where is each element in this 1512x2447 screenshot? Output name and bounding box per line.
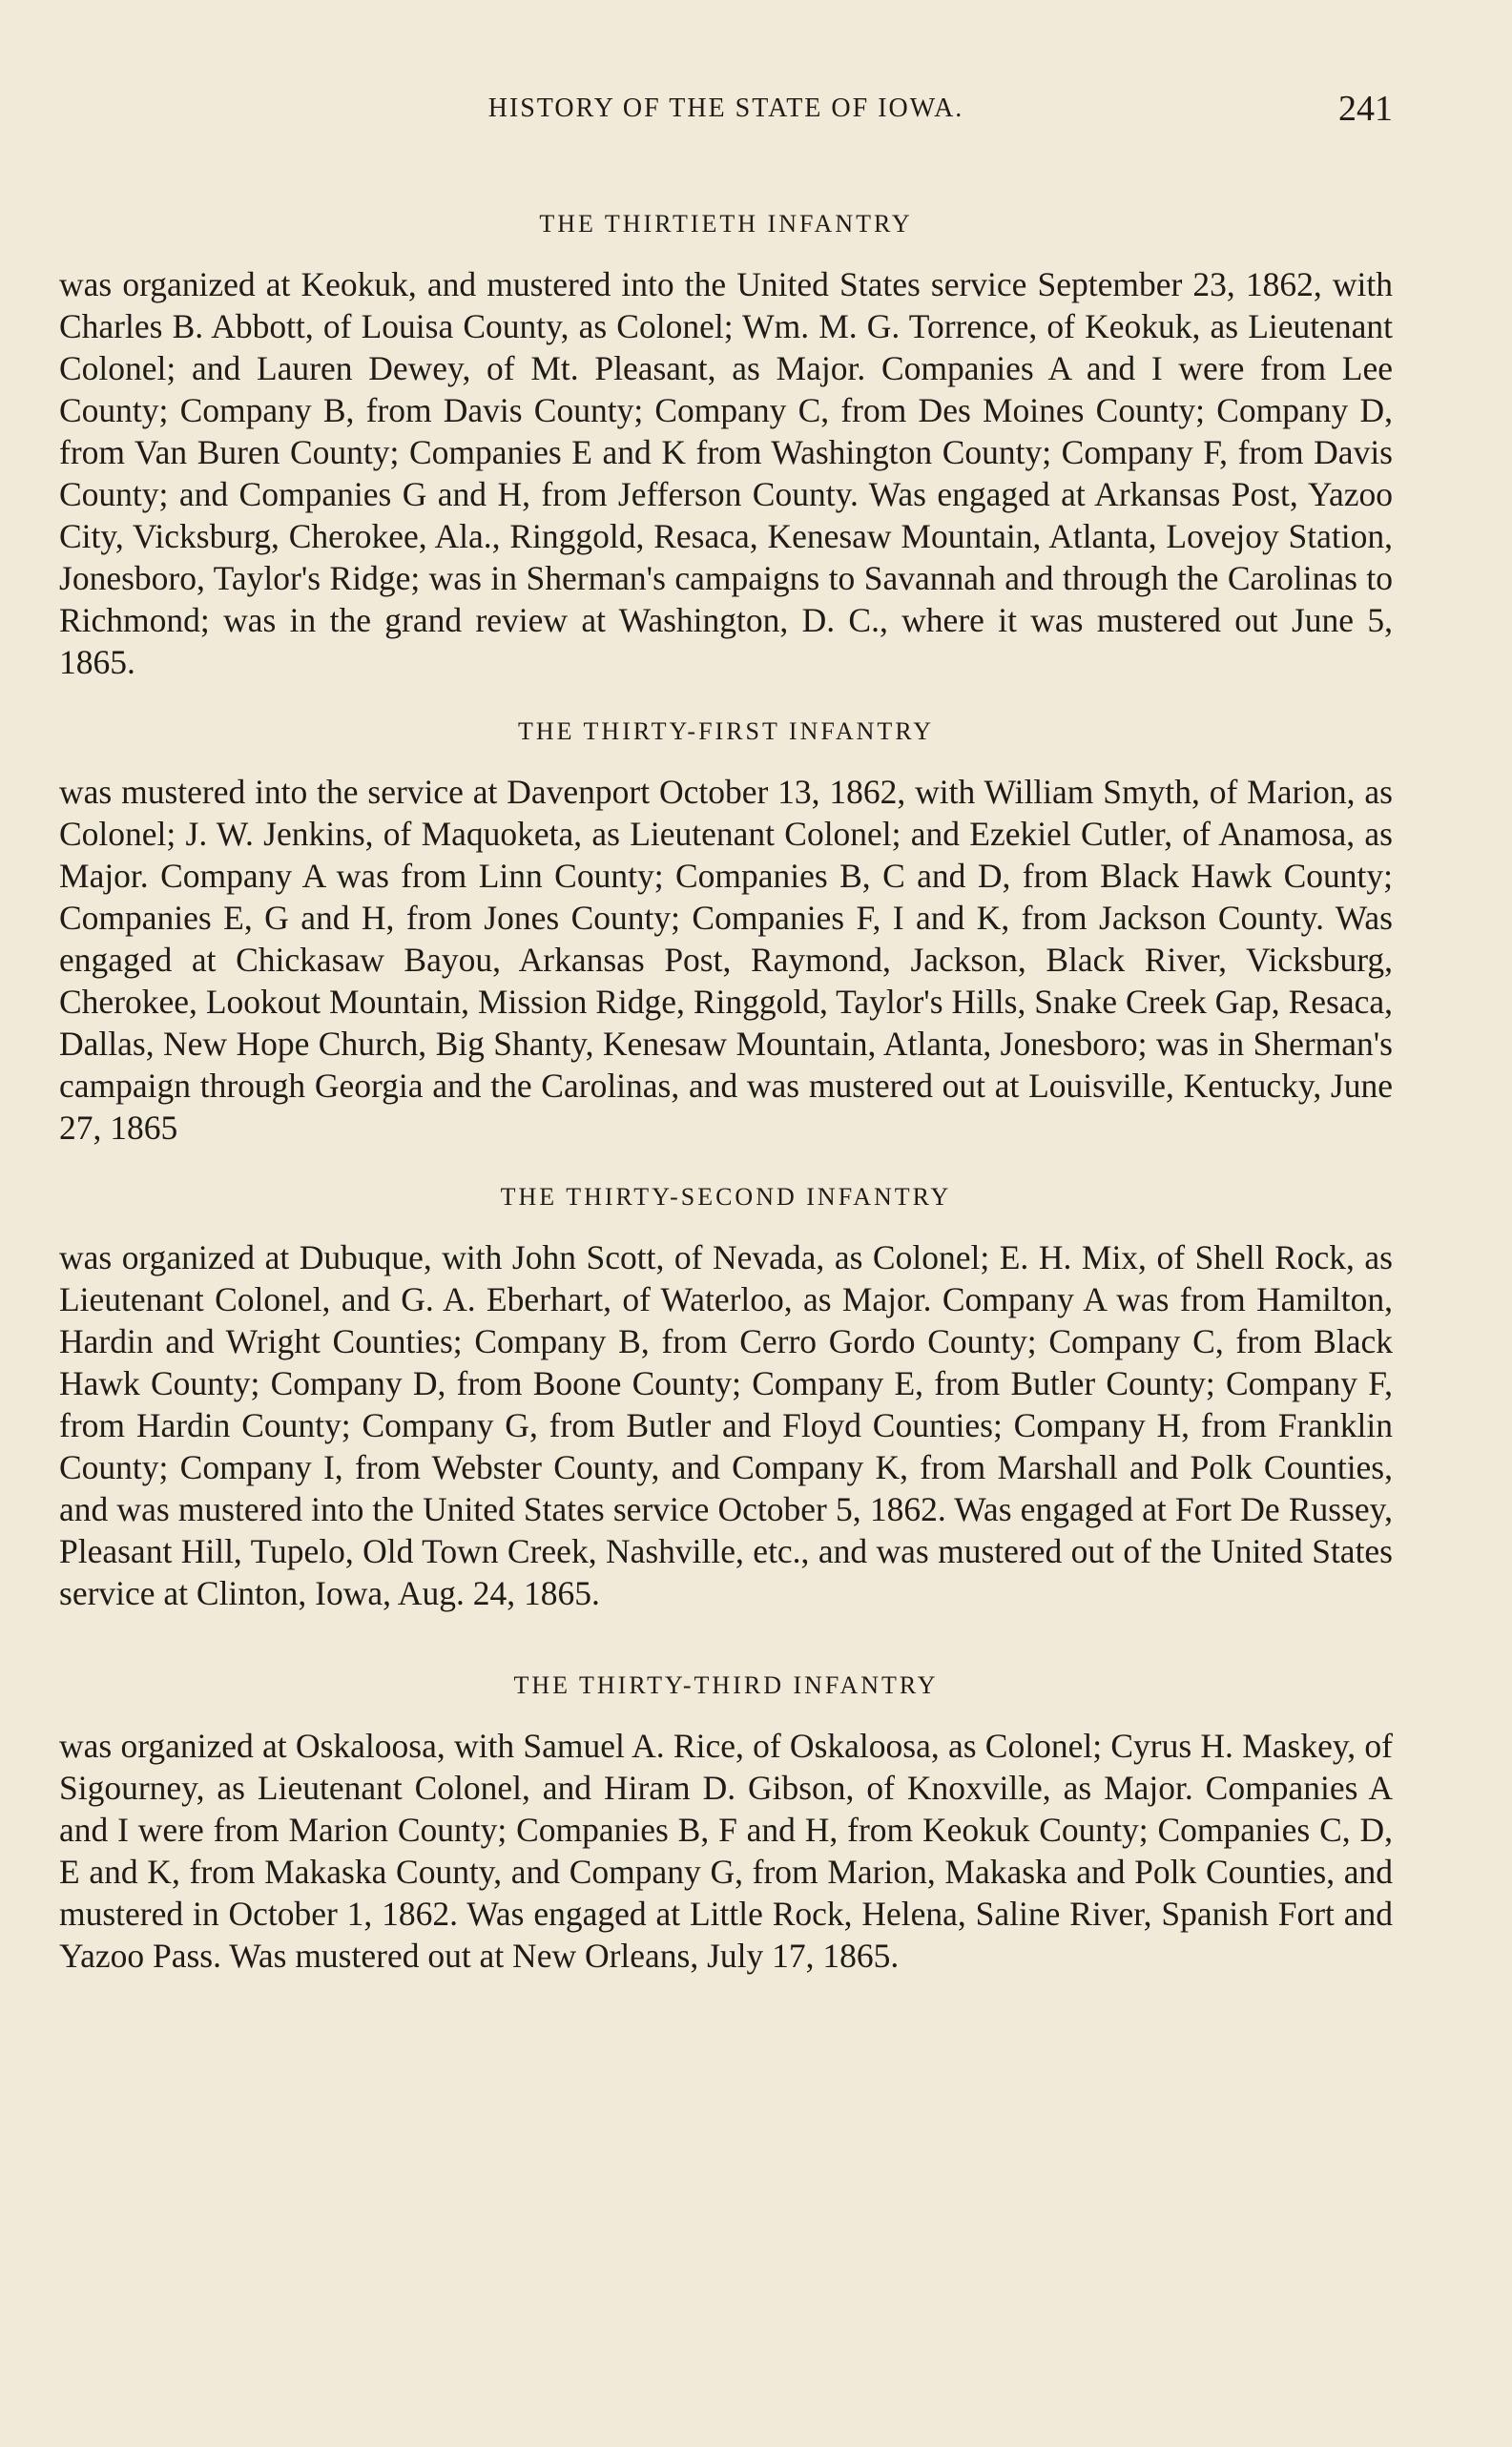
section-title: THE THIRTY-THIRD INFANTRY [513,1671,939,1699]
section-body: was organized at Keokuk, and mustered into the United States service September 23, 1862, with Charles B. Abbott, of Louisa County, as Colonel; Wm. M. G. Torrence, of Keokuk, as Lieutenant Colonel; and Lauren Dewey, of Mt. Pleasant, as Major. Companies A and I were from Lee County; Company B, from Davis County; Company C, from Des Moines County; Company D, from Van Buren County; Companies E and K from Washington County; Company F, from Davis County; and Companies G and H, from Jefferson County. Was engaged at Arkansas Post, Yazoo City, Vicksburg, Cherokee, Ala., Ringgold, Resaca, Kenesaw Mountain, Atlanta, Lovejoy Station, Jonesboro, Taylor's Ridge; was in Sherman's campaigns to Savannah and through the Carolinas to Richmond; was in the grand review at Washington, D. C., where it was mustered out June 5, 1865. [59,265,1393,681]
section-body: was organized at Dubuque, with John Scott, of Nevada, as Colonel; E. H. Mix, of Shell Rock, as Lieutenant Colonel, and G. A. Eberhart, of Waterloo, as Major. Company A was from Hamilton, Hardin and Wright Counties; Company B, from Cerro Gordo County; Company C, from Black Hawk County; Company D, from Boone County; Company E, from Butler County; Company F, from Hardin County; Company G, from Butler and Floyd Counties; Company H, from Franklin County; Company I, from Webster County, and Company K, from Marshall and Polk Counties, and was mustered into the United States service October 5, 1862. Was engaged at Fort De Russey, Pleasant Hill, Tupelo, Old Town Creek, Nashville, etc., and was mustered out of the United States service at Clinton, Iowa, Aug. 24, 1865. [59,1238,1393,1612]
running-head: HISTORY OF THE STATE OF IOWA. [487,93,964,123]
page-content [59,210,1393,1977]
section-title: THE THIRTIETH INFANTRY [539,210,913,238]
section-body: was mustered into the service at Davenport October 13, 1862, with William Smyth, of Marion, as Colonel; J. W. Jenkins, of Maquoketa, as Lieutenant Colonel; and Ezekiel Cutler, of Anamosa, as Major. Company A was from Linn County; Companies B, C and D, from Black Hawk County; Companies E, G and H, from Jones County; Companies F, I and K, from Jackson County. Was engaged at Chickasaw Bayou, Arkansas Post, Raymond, Jackson, Black River, Vicksburg, Cherokee, Lookout Mountain, Mission Ridge, Ringgold, Taylor's Hills, Snake Creek Gap, Resaca, Dallas, New Hope Church, Big Shanty, Kenesaw Mountain, Atlanta, Jonesboro; was in Sherman's campaign through Georgia and the Carolinas, and was mustered out at Louisville, Kentucky, June 27, 1865 [59,773,1393,1147]
section-thirty-first-infantry [59,717,1393,1149]
section-title: THE THIRTY-FIRST INFANTRY [517,717,935,745]
section-title: THE THIRTY-SECOND INFANTRY [500,1183,952,1211]
page-header [59,89,1393,141]
section-thirty-third-infantry [59,1671,1393,1977]
page-number: 241 [1338,89,1393,129]
section-thirtieth-infantry [59,210,1393,683]
section-body: was organized at Oskaloosa, with Samuel A. Rice, of Oskaloosa, as Colonel; Cyrus H. Maskey, of Sigourney, as Lieutenant Colonel, and Hiram D. Gibson, of Knoxville, as Major. Companies A and I were from Marion County; Companies B, F and H, from Keokuk County; Companies C, D, E and K, from Makaska County, and Company G, from Marion, Makaska and Polk Counties, and mustered in October 1, 1862. Was engaged at Little Rock, Helena, Saline River, Spanish Fort and Yazoo Pass. Was mustered out at New Orleans, July 17, 1865. [59,1727,1393,1975]
section-thirty-second-infantry [59,1183,1393,1614]
